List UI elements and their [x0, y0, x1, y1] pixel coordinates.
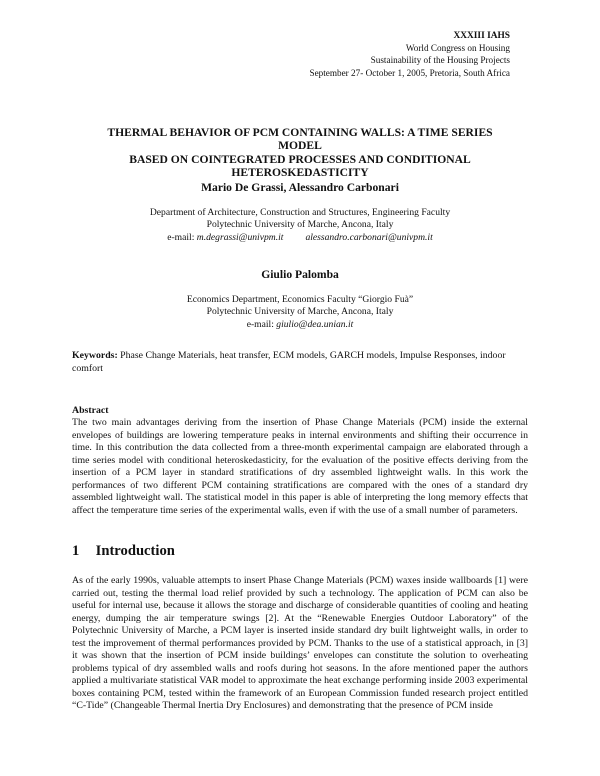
keywords: [72, 350, 528, 375]
affiliation-group1: [90, 207, 510, 244]
affiliation-group2: [90, 294, 510, 331]
section-title: Introduction: [95, 543, 175, 559]
abstract-text: The two main advantages deriving from the insertion of Phase Change Materials (PCM) inside the external envelopes of buildings are lowering temperature peaks in internal environments and shifting their occurrence in time. In this contribution the data collected from a three-month experimental campaign are elaborated through a time series model with conditional heteroskedasticity, for the evaluation of the positive effects deriving from the insertion of a PCM layer in standard stratifications of dry assembled lightweight walls. In this work the performances of two different PCM containing stratifications are compared with the ones of a standard dry assembled lightweight wall. The statistical model in this paper is able of interpreting the long memory effects that affect the temperature time series of the experimental walls, even if with the use of a small number of parameters.: [72, 417, 528, 516]
affiliation-dept: Economics Department, Economics Faculty “Giorgio Fuà”: [186, 294, 414, 305]
email-link[interactable]: m.degrassi@univpm.it: [196, 231, 284, 243]
abstract-heading: Abstract: [72, 405, 109, 416]
section-number: 1: [72, 543, 80, 559]
affiliation-univ: Polytechnic University of Marche, Ancona, Italy: [206, 219, 394, 231]
affiliation-emails: [90, 319, 510, 331]
conference-theme: Sustainability of the Housing Projects: [370, 55, 510, 66]
conference-series: XXXIII IAHS: [453, 31, 510, 41]
authors-group1: Mario De Grassi, Alessandro Carbonari: [201, 181, 399, 194]
section-heading: [72, 543, 175, 560]
email-label: e-mail:: [167, 231, 195, 243]
email-link[interactable]: giulio@dea.unian.it: [276, 318, 354, 330]
title-line: BASED ON COINTEGRATED PROCESSES AND CONDITIONAL: [129, 152, 471, 166]
section-body: As of the early 1990s, valuable attempts to insert Phase Change Materials (PCM) waxes inside wallboards [1] were carried out, testing the thermal load relief provided by such a technology. The application of PCM can also be useful for internal use, because it allows the storage and discharge of considerable quantities of cooling and heating energy, dumping the air temperature swings [2]. At the “Renewable Energies Outdoor Laboratory” of the Polytechnic University of Marche, a PCM layer is inserted inside standard dry built lightweight walls, in order to test the improvement of thermal performances provided by PCM. Thanks to the use of a statistical approach, in [3] it was shown that the insertion of PCM inside buildings’ envelopes can constitute the solution to overheating problems typical of dry assembled walls and roofs during hot seasons. In the afore mentioned paper the authors applied a multivariate statistical VAR model to approximate the heat exchange performing inside 2003 experimental boxes containing PCM, tested within the framework of an European Commission funded research project entitled “C-Tide” (Changeable Thermal Inertia Dry Enclosures) and demonstrating that the presence of PCM inside: [72, 575, 528, 712]
keywords-label: Keywords:: [72, 350, 118, 361]
authors-group2: Giulio Palomba: [261, 268, 339, 281]
paper-title: [90, 126, 510, 180]
email-label: e-mail:: [246, 318, 274, 330]
keywords-text: Phase Change Materials, heat transfer, ECM models, GARCH models, Impulse Responses, indoor comfort: [72, 350, 506, 374]
affiliation-dept: Department of Architecture, Construction and Structures, Engineering Faculty: [149, 207, 451, 218]
title-line: THERMAL BEHAVIOR OF PCM CONTAINING WALLS: A TIME SERIES MODEL: [107, 126, 493, 153]
affiliation-univ: Polytechnic University of Marche, Ancona, Italy: [206, 306, 394, 318]
affiliation-emails: [90, 232, 510, 244]
email-link[interactable]: alessandro.carbonari@univpm.it: [305, 231, 433, 243]
conference-dates: September 27- October 1, 2005, Pretoria, South Africa: [309, 67, 510, 78]
conference-header: [309, 30, 510, 79]
title-line: HETEROSKEDASTICITY: [231, 166, 369, 180]
conference-name: World Congress on Housing: [405, 43, 510, 54]
